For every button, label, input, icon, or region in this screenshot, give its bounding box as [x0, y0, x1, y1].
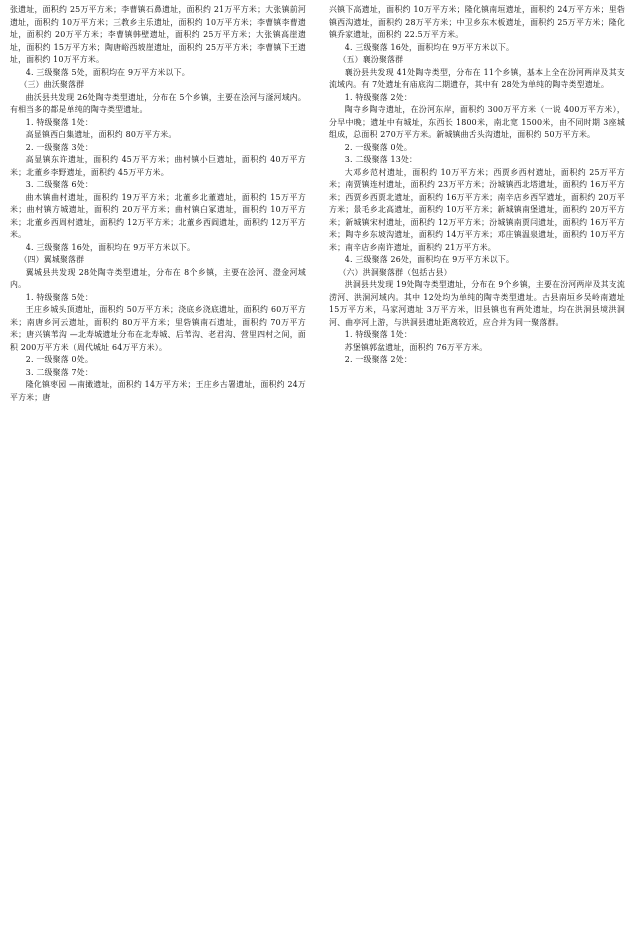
- right-column: [329, 4, 625, 937]
- left-paragraph: 1. 特级聚落 1处：: [25, 117, 93, 127]
- left-paragraph: 4. 三级聚落 5处，面积均在 9万平方米以下。: [25, 67, 190, 77]
- right-paragraph: 苏堡镇郭盆遗址，面积约 76万平方米。: [344, 342, 488, 352]
- left-paragraph: 曲木镇曲村遗址，面积约 19万平方米；北董乡北董遗址，面积约 15万平方米；曲村镇方城遗址，面积约 20万平方米；曲村镇白冢遗址，面积约 10万平方米；北董乡西周村遗址，面积约 12万平方米；北董乡西阎遗址，面积约 12万平方米。: [10, 192, 306, 239]
- left-paragraph: 隆化镇枣园 —南撖遗址，面积约 14万平方米；王庄乡古署遗址，面积约 24万平方米；唐: [10, 380, 306, 402]
- left-paragraph: 张遗址，面积约 25万平方米；李曹镇石鼻遗址，面积约 21万平方米；大张镇前河遗址，面积约 10万平方米；三教乡主乐遗址，面积约 10万平方米；李曹镇李曹遗址，面积约 20万平方米；李曹镇韩壁遗址，面积约 25万平方米；大张镇高崖遗址，面积约 15万平方米；陶唐峪西坡崖遗址，面积约 25万平方米；李曹镇下王遗址，面积约 10万平方米。: [10, 5, 306, 64]
- left-paragraph: 高显镇西白集遗址，面积约 80万平方米。: [25, 130, 177, 139]
- right-paragraph: 4. 三级聚落 26处，面积均在 9万平方米以下。: [344, 255, 515, 264]
- right-section-heading: （六）洪洞聚落群（包括古县）: [338, 267, 452, 277]
- right-paragraph: 2. 一级聚落 2处：: [344, 355, 412, 364]
- right-paragraph: 陶寺乡陶寺遗址，在汾河东岸，面积约 300万平方米（一说 400万平方米），分早中晚；遗址中有城址，东西长 1800米，南北宽 1500米，由不同时期 3座城组成，总面积 270万平方米。新城镇曲舌头沟遗址，面积约 50万平方米。: [329, 105, 625, 139]
- left-paragraph: 3. 二级聚落 7处：: [25, 367, 93, 377]
- left-paragraph: 4. 三级聚落 16处，面积均在 9万平方米以下。: [25, 242, 196, 252]
- left-paragraph: 3. 二级聚落 6处：: [25, 180, 93, 189]
- right-paragraph: 襄汾县共发现 41处陶寺类型，分布在 11个乡镇，基本上全在汾河两岸及其支流域内。有 7处遗址有庙底沟二期遗存，其中有 28处为单纯的陶寺类型遗址。: [329, 67, 625, 89]
- right-paragraph: 4. 三级聚落 16处，面积均在 9万平方米以下。: [344, 42, 515, 52]
- left-column: [10, 4, 306, 937]
- left-paragraph: 翼城县共发现 28处陶寺类型遗址，分布在 8个乡镇，主要在浍河、澄金河域内。: [10, 267, 306, 289]
- left-paragraph: 曲沃县共发现 26处陶寺类型遗址，分布在 5个乡镇，主要在浍河与滏河域内。有相当多的都是单纯的陶寺类型遗址。: [10, 92, 306, 114]
- right-paragraph: 洪洞县共发现 19处陶寺类型遗址，分布在 9个乡镇，主要在汾河两岸及其支流涝河、洪洞河域内。其中 12处均为单纯的陶寺类型遗址。古县南垣乡吴岭南遗址 15万平方米，马家河遗址 3万平方米，旧县镇也有两处遗址，均在洪洞县境洪洞河、曲亭河上游，与洪洞县遗址距离较近，应合并为同一聚落群。: [329, 280, 625, 327]
- right-paragraph: 兴镇下高遗址，面积约 10万平方米；隆化镇南垣遗址，面积约 24万平方米；里砦镇西沟遗址，面积约 28万平方米；中卫乡东木板遗址，面积约 25万平方米；隆化镇乔家遗址，面积约 22.5万平方米。: [329, 5, 625, 39]
- left-section-heading: （三）曲沃聚落群: [19, 80, 85, 89]
- right-section-heading: （五）襄汾聚落群: [338, 55, 404, 64]
- right-paragraph: 3. 二级聚落 13处：: [344, 155, 418, 164]
- left-section-heading: （四）翼城聚落群: [19, 255, 85, 264]
- right-paragraph: 1. 特级聚落 2处：: [344, 92, 412, 102]
- left-paragraph: 2. 一级聚落 0处。: [25, 355, 93, 364]
- left-paragraph: 王庄乡城头顶遗址，面积约 50万平方米；浇底乡浇底遗址，面积约 60万平方米；南唐乡河云遗址，面积约 80万平方米；里砦镇南石遗址，面积约 70万平方米；唐兴镇苇沟 —北寿城遗址分布在北寿城、后苇沟、老君沟、营里四村之间，面积 200万平方米（周代城址 64万平方米）。: [10, 305, 306, 352]
- left-paragraph: 高显镇东许遗址，面积约 45万平方米；曲村镇小巨遗址，面积约 40万平方米；北董乡李野遗址，面积约 45万平方米。: [10, 155, 306, 177]
- left-paragraph: 1. 特级聚落 5处：: [25, 292, 93, 302]
- right-paragraph: 1. 特级聚落 1处：: [344, 330, 412, 339]
- right-paragraph: 2. 一级聚落 0处。: [344, 142, 412, 152]
- left-paragraph: 2. 一级聚落 3处：: [25, 142, 93, 152]
- right-paragraph: 大邓乡范村遗址，面积约 10万平方米；西贾乡西村遗址，面积约 25万平方米；南贾镇连村遗址，面积约 23万平方米；汾城镇西北塔遗址，面积约 16万平方米；西贾乡西贾北遗址，面积约 16万平方米；南辛店乡西罕遗址，面积约 20万平方米；景毛乡北高遗址，面积约 10万平方米；新城镇南堡遗址，面积约 20万平方米；新城镇宋村遗址，面积约 12万平方米；汾城镇南贾闫遗址，面积约 16万平方米；陶寺乡东坡沟遗址，面积约 14万平方米；邓庄镇温泉遗址，面积约 10万平方米；南辛店乡南许遗址，面积约 21万平方米。: [329, 167, 625, 252]
